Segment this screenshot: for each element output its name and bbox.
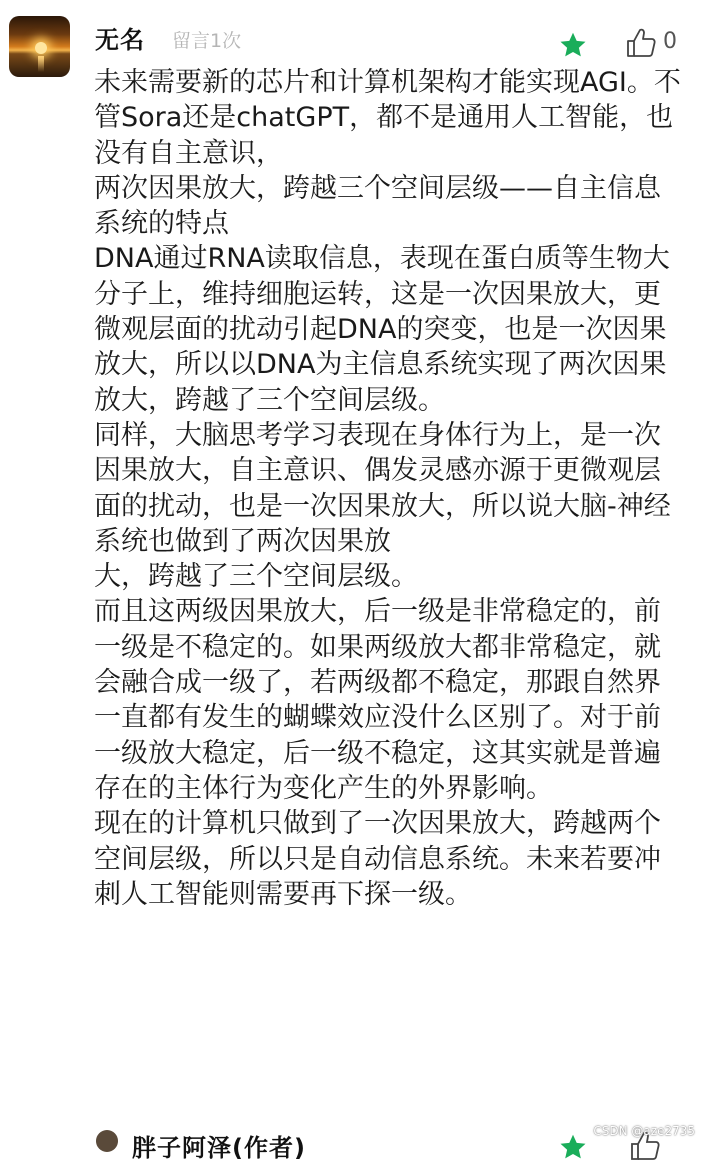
like-count: 0 — [663, 29, 677, 54]
thumbs-up-icon[interactable] — [624, 27, 658, 59]
avatar[interactable] — [9, 16, 70, 77]
comment-username[interactable]: 无名 — [95, 26, 145, 54]
comment-body: 未来需要新的芯片和计算机架构才能实现AGI。不管Sora还是chatGPT，都不是通用人工智能，也没有自主意识， 两次因果放大，跨越三个空间层级——自主信息系统的特点 DNA通过RNA读取信息，表现在蛋白质等生物大分子上，维持细胞运转，这是一次因果放大，更微观层面的扰动引起DNA的突变，也是一次因果放大，所以以DNA为主信息系统实现了两次因果放大，跨越了三个空间层级。 同样，大脑思考学习表现在身体行为上，是一次因果放大，自主意识、偶发灵感亦源于更微观层面的扰动，也是一次因果放大，所以说大脑-神经系统也做到了两次因果放 大，跨越了三个空间层级。 而且这两级因果放大，后一级是非常稳定的，前一级是不稳定的。如果两级放大都非常稳定，就会融合成一级了，若两级都不稳定，那跟自然界一直都有发生的蝴蝶效应没什么区别了。对于前一级放大稳定，后一级不稳定，这其实就是普遍存在的主体行为变化产生的外界影响。 现在的计算机只做到了一次因果放大，跨越两个空间层级，所以只是自动信息系统。未来若要冲刺人工智能则需要再下探一级。 — [94, 67, 681, 910]
star-icon[interactable] — [558, 1132, 588, 1162]
avatar-reflection — [38, 56, 44, 72]
next-comment-username[interactable]: 胖子阿泽(作者) — [132, 1134, 306, 1162]
avatar-sun — [35, 42, 47, 54]
star-icon[interactable] — [558, 30, 588, 60]
avatar[interactable] — [96, 1130, 118, 1152]
watermark: CSDN @aze2735 — [593, 1124, 695, 1138]
comment-meta: 留言1次 — [172, 30, 242, 52]
